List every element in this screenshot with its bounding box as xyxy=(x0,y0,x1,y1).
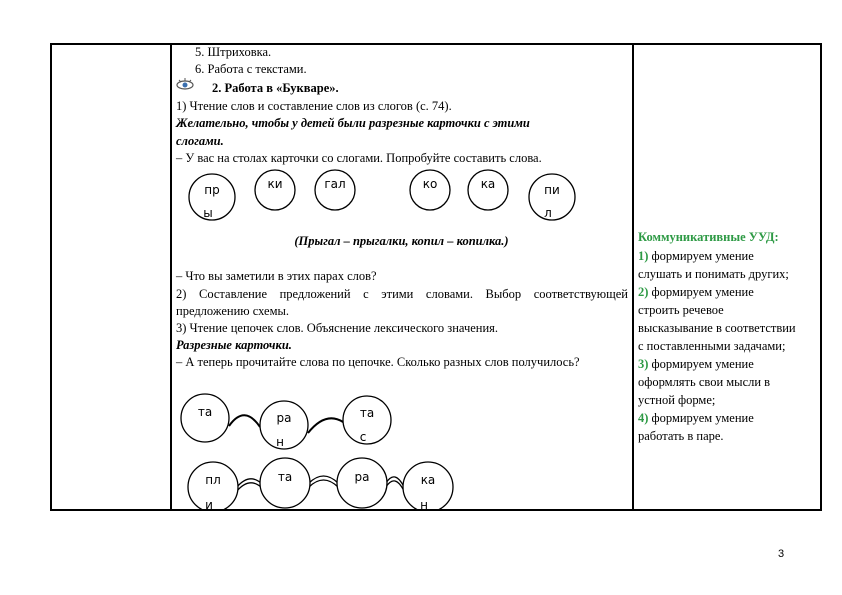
teacher-note: Желательно, чтобы у детей были разрезные карточки с этими xyxy=(176,116,530,130)
prompt: – А теперь прочитайте слова по цепочке. Сколько разных слов получилось? xyxy=(176,355,580,369)
syllable-text: и xyxy=(205,498,213,509)
uud-line xyxy=(638,392,715,408)
uud-number: 4) xyxy=(638,411,652,425)
task-2: 2) Составление предложений с этими словами. Выбор соответствующей xyxy=(176,287,628,301)
uud-text: формируем умение xyxy=(651,411,754,425)
syllable-text: ра xyxy=(276,411,292,425)
syllable-text: та xyxy=(277,470,293,484)
uud-text: работать в паре. xyxy=(638,429,724,443)
list-item: 6. Работа с текстами. xyxy=(195,62,307,76)
syllable-text: ра xyxy=(354,470,370,484)
syllable-circle xyxy=(343,396,391,444)
uud-text: с поставленными задачами; xyxy=(638,339,786,353)
question: – Что вы заметили в этих парах слов? xyxy=(176,269,377,283)
syllable-text: та xyxy=(359,406,375,420)
uud-number: 1) xyxy=(638,249,652,263)
syllable-text: пр xyxy=(204,183,220,197)
syllable-text: н xyxy=(420,498,428,509)
uud-line xyxy=(638,374,770,390)
uud-line xyxy=(638,428,724,444)
column-divider xyxy=(632,43,634,511)
answer-text: (Прыгал – прыгалки, копил – копилка.) xyxy=(294,234,509,248)
uud-line xyxy=(638,266,789,282)
task-3: 3) Чтение цепочек слов. Объяснение лексического значения. xyxy=(176,321,499,335)
uud-line xyxy=(638,320,796,336)
table-left-border xyxy=(50,43,52,511)
syllable-text: ки xyxy=(267,177,283,191)
teacher-note: Разрезные карточки. xyxy=(176,338,292,352)
section-heading: 2. Работа в «Букваре». xyxy=(212,81,339,95)
uud-text: строить речевое xyxy=(638,303,724,317)
uud-line xyxy=(638,410,754,426)
uud-text: формируем умение xyxy=(651,249,754,263)
syllable-text: ка xyxy=(420,473,436,487)
uud-text: формируем умение xyxy=(651,285,754,299)
syllable-text: гал xyxy=(324,177,346,191)
syllable-text: пи xyxy=(544,183,560,197)
table-top-border xyxy=(50,43,822,45)
eye-icon xyxy=(176,78,194,92)
uud-title: Коммуникативные УУД: xyxy=(638,230,779,244)
syllable-text: с xyxy=(359,430,367,444)
syllable-text: ка xyxy=(480,177,496,191)
table-right-border xyxy=(820,43,822,511)
task-1: 1) Чтение слов и составление слов из слогов (с. 74). xyxy=(176,99,452,113)
uud-line xyxy=(638,338,785,354)
syllable-text: л xyxy=(544,206,552,220)
chain-link xyxy=(229,415,260,427)
chain-link xyxy=(308,418,343,433)
chain-link xyxy=(309,480,338,487)
syllable-text: н xyxy=(276,435,284,449)
uud-text: устной форме; xyxy=(638,393,716,407)
uud-text: оформлять свои мысли в xyxy=(638,375,771,389)
table-bottom-border xyxy=(50,509,822,511)
syllable-circle xyxy=(260,401,308,449)
uud-number: 3) xyxy=(638,357,652,371)
uud-text: формируем умение xyxy=(651,357,754,371)
syllable-text: ко xyxy=(422,177,438,191)
teacher-note: слогами. xyxy=(176,134,224,148)
uud-text: слушать и понимать других; xyxy=(638,267,789,281)
list-item: 5. Штриховка. xyxy=(195,45,272,59)
uud-line xyxy=(638,356,754,372)
uud-line xyxy=(638,248,754,264)
uud-line xyxy=(638,284,754,300)
syllable-text: ы xyxy=(203,206,213,220)
syllable-cards xyxy=(171,165,631,225)
uud-text: высказывание в соответствии xyxy=(638,321,796,335)
syllable-circle xyxy=(529,174,575,220)
syllable-text: та xyxy=(197,405,213,419)
page-number: 3 xyxy=(778,548,785,560)
word-chains xyxy=(171,385,631,509)
prompt: – У вас на столах карточки со слогами. Попробуйте составить слова. xyxy=(176,151,542,165)
uud-line xyxy=(638,302,724,318)
task-2-cont: предложению схемы. xyxy=(176,304,290,318)
syllable-text: пл xyxy=(205,473,221,487)
uud-number: 2) xyxy=(638,285,652,299)
